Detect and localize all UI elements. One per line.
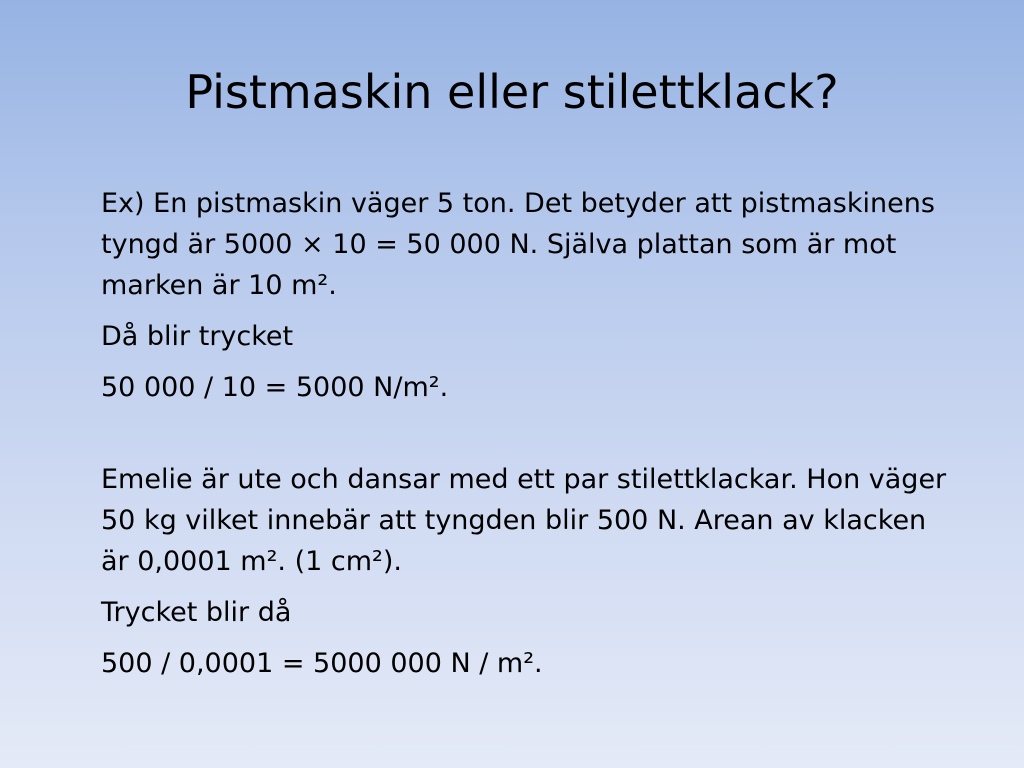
paragraph-pressure-result-intro: Trycket blir då [101, 597, 292, 628]
paragraph-pressure-intro: Då blir trycket [101, 321, 294, 352]
paragraph-stiletto-example: Emelie är ute och dansar med ett par stilettklackar. Hon väger 50 kg vilket innebär att tyngden blir 500 N. Arean av klacken är 0,0001 m². (1 cm²). [101, 464, 947, 577]
paragraph-spacer [101, 418, 961, 459]
paragraph-snowcat-example: Ex) En pistmaskin väger 5 ton. Det betyder att pistmaskinens tyngd är 5000 × 10 = 50 000 N. Själva plattan som är mot marken är 10 m². [101, 188, 935, 301]
slide-body [101, 183, 961, 694]
paragraph-stiletto-calculation: 500 / 0,0001 = 5000 000 N / m². [101, 648, 543, 679]
slide-title: Pistmaskin eller stilettklack? [185, 65, 839, 119]
paragraph-snowcat-calculation: 50 000 / 10 = 5000 N/m². [101, 372, 449, 403]
